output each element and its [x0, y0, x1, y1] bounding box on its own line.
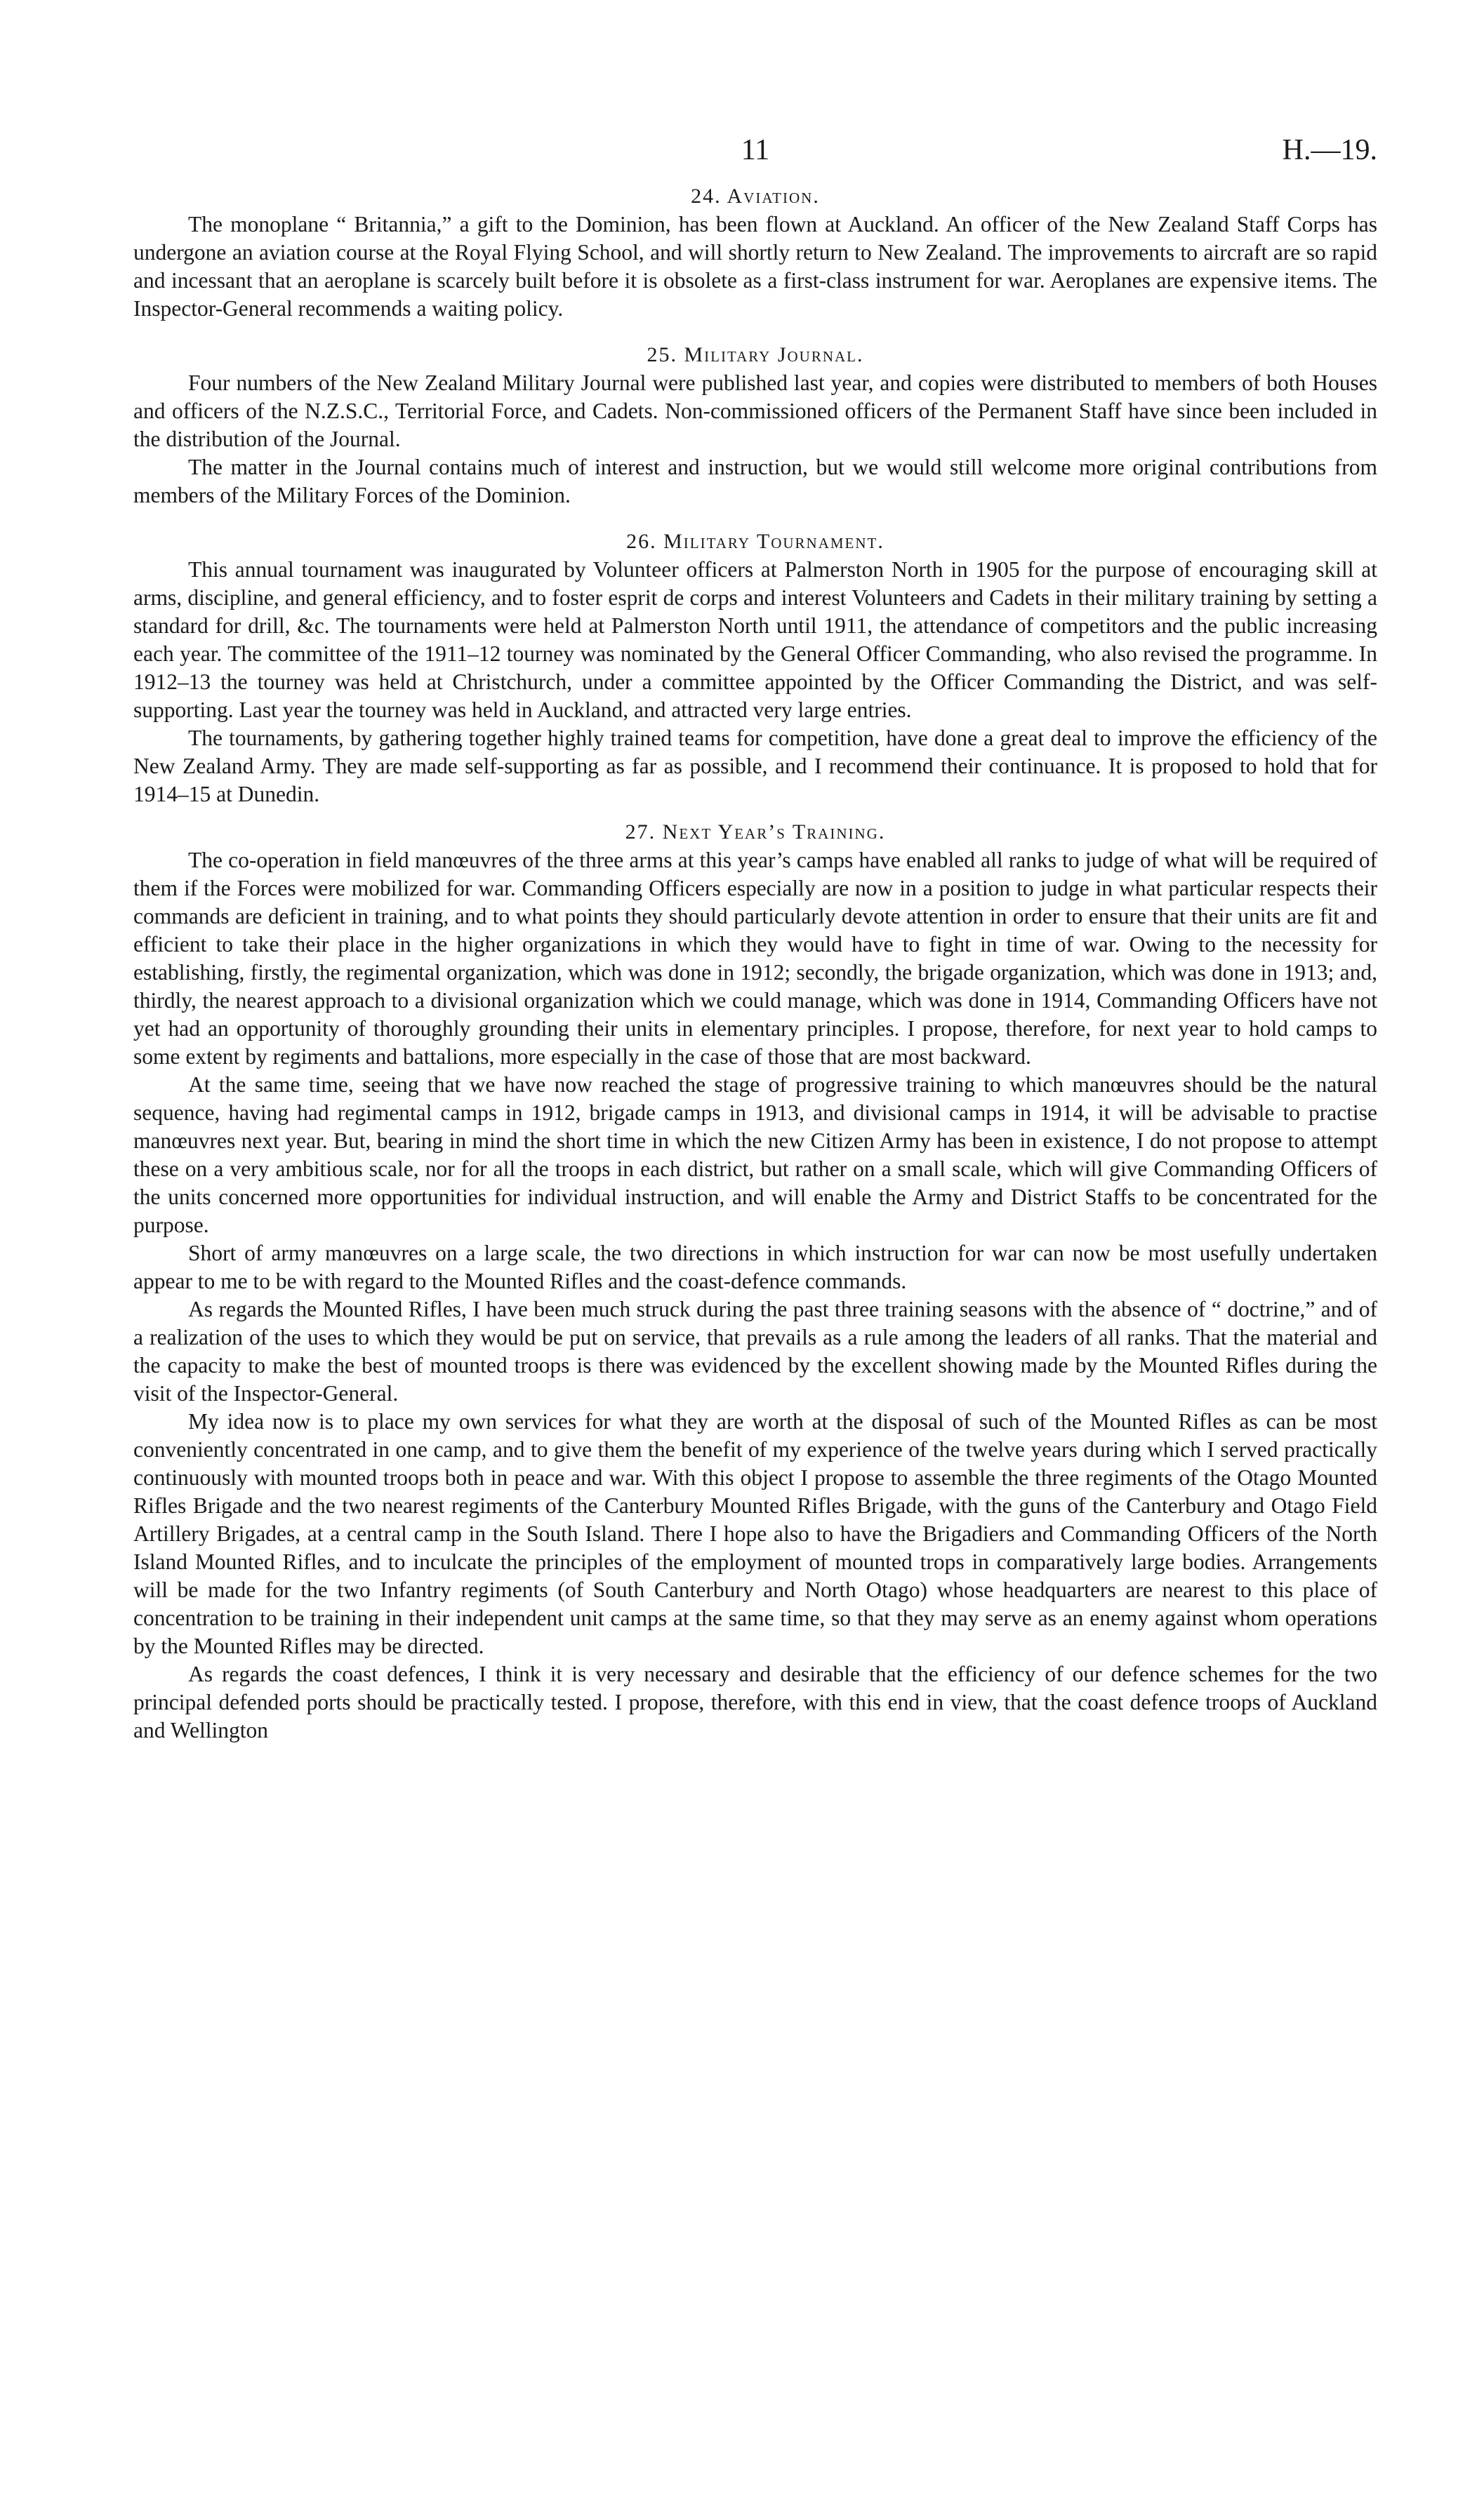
page-number: 11 [741, 134, 770, 166]
paragraph: Short of army manœuvres on a large scale, the two directions in which instruction for war can now be most usefully undertaken appear to me to be with regard to the Mounted Rifles and the coast-defence commands. [133, 1241, 1377, 1293]
paragraph: This annual tournament was inaugurated by Volunteer officers at Palmerston North in 1905 for the purpose of encouraging skill at arms, discipline, and general efficiency, and to foster esprit de corps and interest Volunteers and Cadets in their military training by setting a standard for drill, &c. The tournaments were held at Palmerston North until 1911, the attendance of competitors and the public increasing each year. The committee of the 1911–12 tourney was nominated by the General Officer Commanding, who also revised the programme. In 1912–13 the tourney was held at Christchurch, under a committee appointed by the Officer Commanding the District, and was self-supporting. Last year the tourney was held in Auckland, and attracted very large entries. [133, 557, 1377, 722]
page-header [133, 133, 1377, 182]
paragraph: The co-operation in field manœuvres of the three arms at this year’s camps have enabled all ranks to judge of what will be required of them if the Forces were mobilized for war. Commanding Officers especially are now in a position to judge in what particular respects their commands are deficient in training, and to what points they should particularly devote attention in order to ensure that their units are fit and efficient to take their place in the higher organizations in which they would have to fight in time of war. Owing to the necessity for establishing, firstly, the regimental organization, which was done in 1912; secondly, the brigade organization, which was done in 1913; and, thirdly, the nearest approach to a divisional organization which we could manage, which was done in 1914, Commanding Officers have not yet had an opportunity of thoroughly grounding their units in elementary principles. I propose, therefore, for next year to hold camps to some extent by regiments and battalions, more especially in the case of those that are most backward. [133, 848, 1377, 1069]
paragraph: Four numbers of the New Zealand Military Journal were published last year, and copies were distributed to members of both Houses and officers of the N.Z.S.C., Territorial Force, and Cadets. Non-commissioned officers of the Permanent Staff have since been included in the distribution of the Journal. [133, 371, 1377, 451]
paragraph: At the same time, seeing that we have now reached the stage of progressive training to which manœuvres should be the natural sequence, having had regimental camps in 1912, brigade camps in 1913, and divisional camps in 1914, it will be advisable to practise manœuvres next year. But, bearing in mind the short time in which the new Citizen Army has been in existence, I do not propose to attempt these on a very ambitious scale, nor for all the troops in each district, but rather on a small scale, which will give Commanding Officers of the units concerned more opportunities for individual instruction, and will enable the Army and District Staffs to be concentrated for the purpose. [133, 1072, 1377, 1237]
section-heading-military-journal: 25. Military Journal. [647, 343, 864, 366]
document-code: H.—19. [1282, 134, 1377, 166]
document-page [133, 133, 1377, 1745]
paragraph: The tournaments, by gathering together highly trained teams for competition, have done a great deal to improve the efficiency of the New Zealand Army. They are made self-supporting as far as possible, and I recommend their continuance. It is proposed to hold that for 1914–15 at Dunedin. [133, 726, 1377, 806]
section-heading-next-years-training: 27. Next Year’s Training. [625, 820, 886, 844]
section-heading-military-tournament: 26. Military Tournament. [626, 530, 885, 553]
paragraph: My idea now is to place my own services for what they are worth at the disposal of such of the Mounted Rifles as can be most conveniently concentrated in one camp, and to give them the benefit of my experience of the twelve years during which I served practically continuously with mounted troops both in peace and war. With this object I propose to assemble the three regiments of the Otago Mounted Rifles Brigade and the two nearest regiments of the Canterbury Mounted Rifles Brigade, with the guns of the Canterbury and Otago Field Artillery Brigades, at a central camp in the South Island. There I hope also to have the Brigadiers and Commanding Officers of the North Island Mounted Rifles, and to inculcate the principles of the employment of mounted trops in comparatively large bodies. Arrangements will be made for the two Infantry regiments (of South Canterbury and North Otago) whose headquarters are nearest to this place of concentration to be training in their independent unit camps at the same time, so that they may serve as an enemy against whom operations by the Mounted Rifles may be directed. [133, 1409, 1377, 1658]
paragraph: As regards the coast defences, I think it is very necessary and desirable that the efficiency of our defence schemes for the two principal defended ports should be practically tested. I propose, therefore, with this end in view, that the coast defence troops of Auckland and Wellington [133, 1662, 1377, 1742]
section-heading-aviation: 24. Aviation. [691, 185, 820, 208]
paragraph: The matter in the Journal contains much of interest and instruction, but we would still welcome more original contributions from members of the Military Forces of the Dominion. [133, 455, 1377, 507]
paragraph: The monoplane “ Britannia,” a gift to the Dominion, has been flown at Auckland. An officer of the New Zealand Staff Corps has undergone an aviation course at the Royal Flying School, and will shortly return to New Zealand. The improvements to aircraft are so rapid and incessant that an aeroplane is scarcely built before it is obsolete as a first-class instrument for war. Aeroplanes are expensive items. The Inspector-General recommends a waiting policy. [133, 212, 1377, 321]
paragraph: As regards the Mounted Rifles, I have been much struck during the past three training seasons with the absence of “ doctrine,” and of a realization of the uses to which they would be put on service, that prevails as a rule among the leaders of all ranks. That the material and the capacity to make the best of mounted troops is there was evidenced by the excellent showing made by the Mounted Rifles during the visit of the Inspector-General. [133, 1297, 1377, 1406]
